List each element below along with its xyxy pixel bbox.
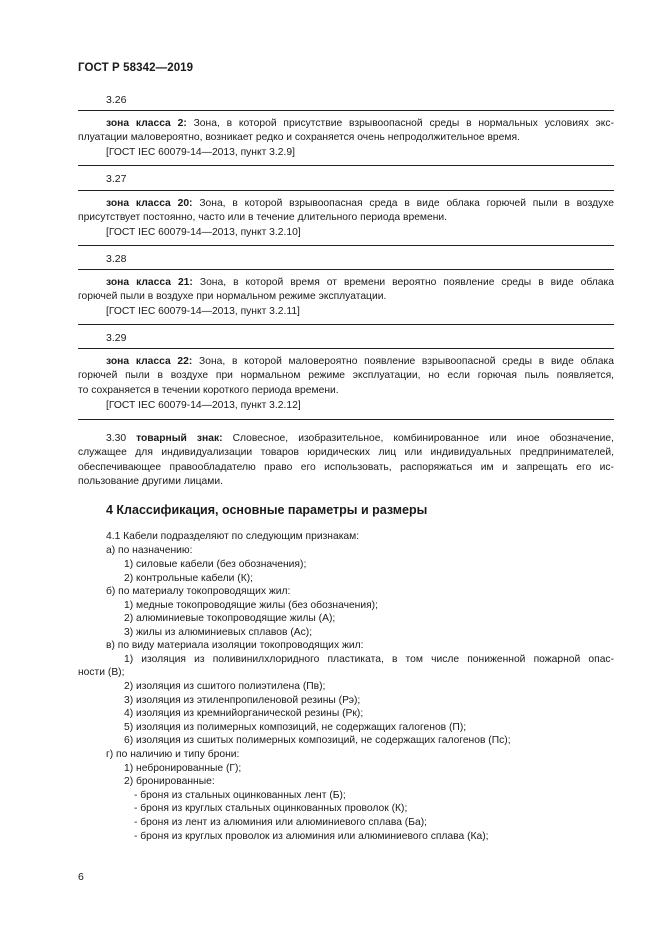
trademark-definition-line xyxy=(106,432,614,446)
entry-number: 3.29 xyxy=(106,332,127,344)
trademark-definition-line: пользование другими лицами. xyxy=(78,476,223,487)
list-item: г) по наличию и типу брони: xyxy=(106,749,240,760)
term: зона класса 20: xyxy=(106,198,193,209)
section-heading: 4 Классификация, основные параметры и размеры xyxy=(106,503,428,517)
source-reference: [ГОСТ IEC 60079-14—2013, пункт 3.2.9] xyxy=(106,147,295,158)
list-item: 1) медные токопроводящие жилы (без обозначения); xyxy=(124,600,378,611)
entry-number: 3.27 xyxy=(106,173,127,185)
definition-line xyxy=(106,355,614,369)
list-item: 2) изоляция из сшитого полиэтилена (Пв); xyxy=(124,681,326,692)
term: зона класса 2: xyxy=(106,118,187,129)
list-item: - броня из лент из алюминия или алюминиевого сплава (Ба); xyxy=(134,817,427,828)
source-reference: [ГОСТ IEC 60079-14—2013, пункт 3.2.12] xyxy=(106,400,301,411)
definition-line: горючей пыли в воздухе при нормальном режиме эксплуатации, но если горючая пыль появляется, xyxy=(78,370,614,381)
definition-line xyxy=(106,117,614,131)
list-item: б) по материалу токопроводящих жил: xyxy=(106,586,291,597)
list-item: 2) бронированные: xyxy=(124,776,215,787)
list-item: 2) контрольные кабели (К); xyxy=(124,573,254,584)
list-item: 3) жилы из алюминиевых сплавов (Ас); xyxy=(124,627,313,638)
definition-text: Словесное, изобразительное, комбинированное или иное обозначение, xyxy=(222,433,614,444)
document-header: ГОСТ Р 58342—2019 xyxy=(78,62,194,74)
entry-number: 3.28 xyxy=(106,253,127,265)
source-reference: [ГОСТ IEC 60079-14—2013, пункт 3.2.10] xyxy=(106,227,301,238)
list-item: 2) алюминиевые токопроводящие жилы (А); xyxy=(124,613,336,624)
list-item: 5) изоляция из полимерных композиций, не содержащих галогенов (П); xyxy=(124,722,467,733)
entry-number: 3.30 xyxy=(106,433,127,444)
term: товарный знак: xyxy=(136,433,223,444)
definition-line: горючей пыли в воздухе при нормальном режиме эксплуатации. xyxy=(78,291,387,302)
definition-line xyxy=(106,197,614,211)
term: зона класса 21: xyxy=(106,277,193,288)
list-item: 1) силовые кабели (без обозначения); xyxy=(124,559,307,570)
list-item: 1) изоляция из поливинилхлоридного пластиката, в том числе пониженной пожарной опас- xyxy=(124,654,614,665)
list-item: ности (В); xyxy=(78,667,125,678)
term: зона класса 22: xyxy=(106,356,193,367)
definition-text: Зона, в которой время от времени вероятно появление среды в виде облака xyxy=(192,277,614,288)
definition-line xyxy=(106,276,614,290)
definition-line: то сохраняется в течении короткого периода времени. xyxy=(78,385,339,396)
trademark-definition-line: служащее для индивидуализации товаров юридических лиц или индивидуальных предпринимателей, xyxy=(78,447,614,458)
definition-text: Зона, в которой взрывоопасная среда в виде облака горючей пыли в воздухе xyxy=(192,198,615,209)
definition-line: присутствует постоянно, часто или в течение длительного периода времени. xyxy=(78,212,448,223)
definition-text: Зона, в которой присутствие взрывоопасной среды в нормальных условиях экс- xyxy=(186,118,614,129)
page-number: 6 xyxy=(78,871,84,883)
clause-intro: 4.1 Кабели подразделяют по следующим признакам: xyxy=(106,531,360,542)
list-item: 3) изоляция из этиленпропиленовой резины (Рэ); xyxy=(124,695,361,706)
definition-line: плуатации маловероятно, возникает редко и сохраняется очень непродолжительное время. xyxy=(78,132,520,143)
definition-text: Зона, в которой маловероятно появление взрывоопасной среды в виде облака xyxy=(192,356,614,367)
list-item: 4) изоляция из кремнийорганической резины (Рк); xyxy=(124,708,364,719)
list-item: в) по виду материала изоляции токопроводящих жил: xyxy=(106,640,364,651)
source-reference: [ГОСТ IEC 60079-14—2013, пункт 3.2.11] xyxy=(106,306,300,317)
list-item: - броня из круглых стальных оцинкованных проволок (К); xyxy=(134,803,408,814)
entry-number: 3.26 xyxy=(106,94,127,106)
list-item: - броня из стальных оцинкованных лент (Б); xyxy=(134,790,346,801)
trademark-definition-line: обеспечивающее правообладателю право его использовать, распоряжаться им и запрещать его ис- xyxy=(78,462,614,473)
list-item: - броня из круглых проволок из алюминия или алюминиевого сплава (Ка); xyxy=(134,831,489,842)
list-item: 1) небронированные (Г); xyxy=(124,763,242,774)
list-item: а) по назначению: xyxy=(106,545,193,556)
list-item: 6) изоляция из сшитых полимерных композиций, не содержащих галогенов (Пс); xyxy=(124,735,511,746)
